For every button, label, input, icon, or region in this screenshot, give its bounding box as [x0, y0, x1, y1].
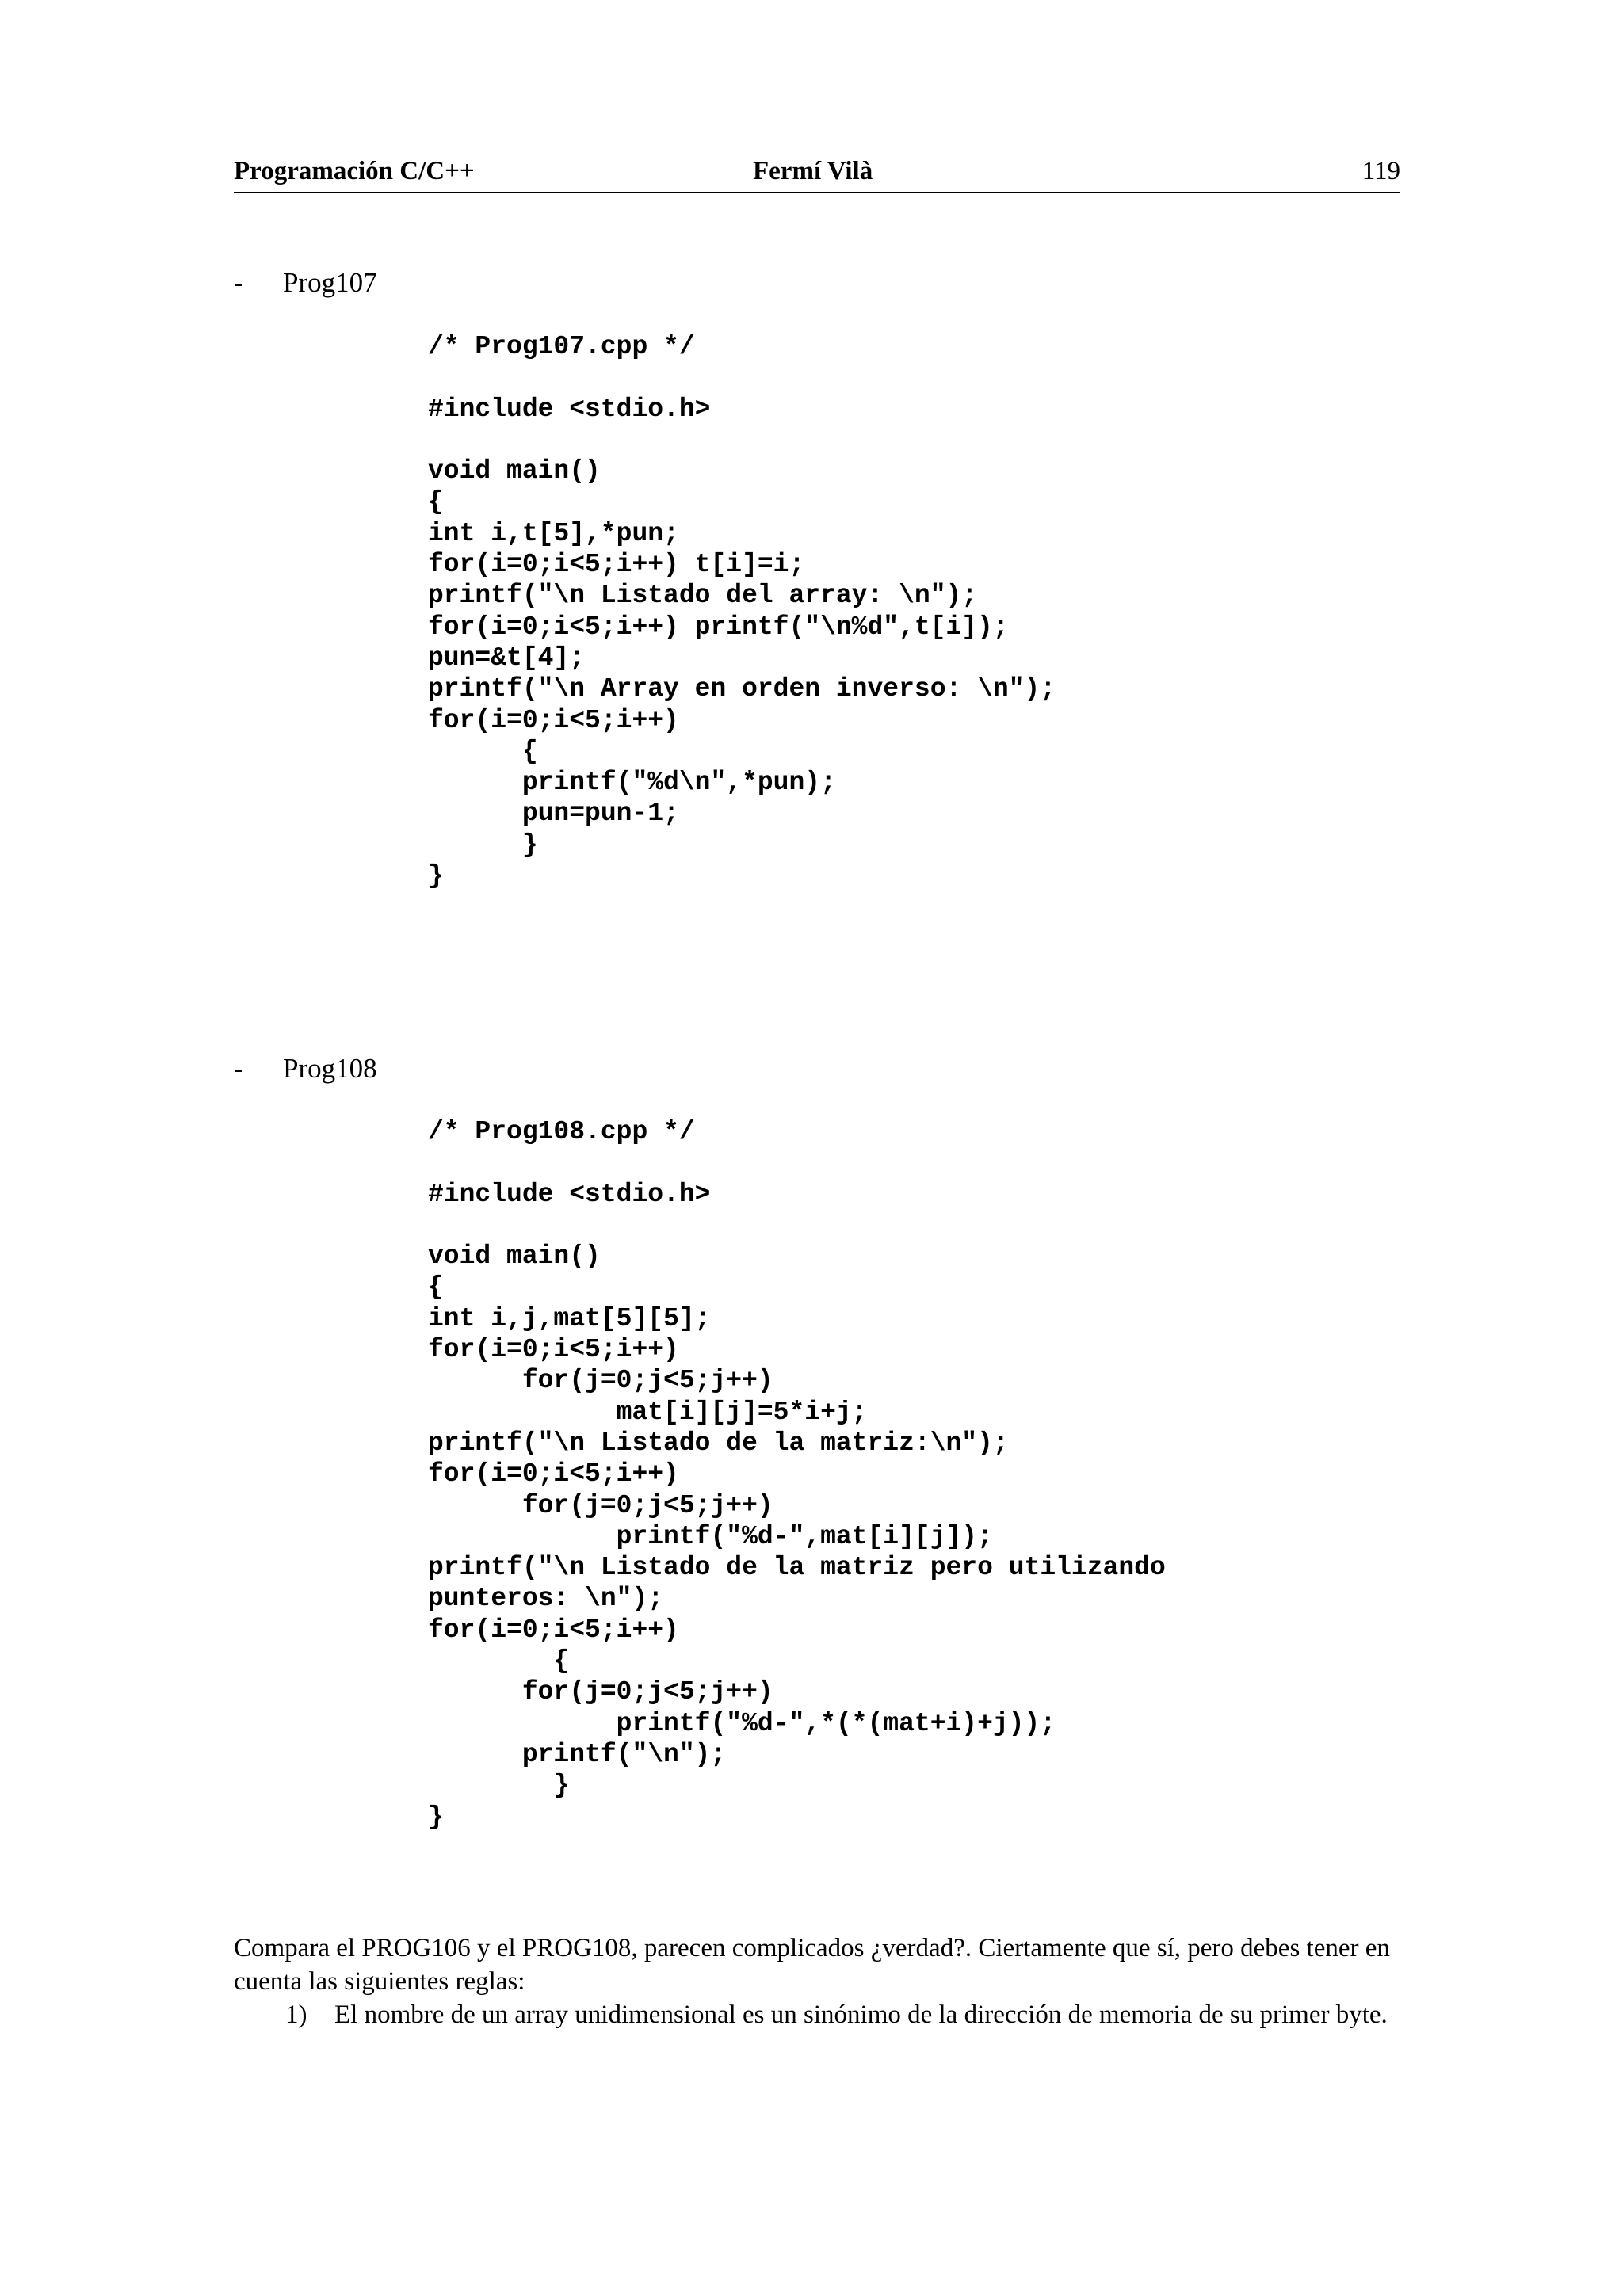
page-header	[234, 155, 1400, 193]
header-page-number: 119	[1361, 157, 1400, 185]
list-item-number: 1)	[285, 2000, 307, 2029]
code-listing-prog108: /* Prog108.cpp */ #include <stdio.h> void main() { int i,j,mat[5][5]; for(i=0;i<5;i++) for(j=0;j<5;j++) mat[i][j]=5*i+j; printf("\n Listado de la matriz:\n"); for(i=0;i<5;i++) for(j=0;j<5;j++) printf("%d-",mat[i][j]); printf("\n Listado de la matriz pero utilizando punteros: \n"); for(i=0;i<5;i++) { for(j=0;j<5;j++) printf("%d-",*(*(mat+i)+j)); printf("\n"); } }	[428, 1117, 1166, 1832]
header-author: Fermí Vilà	[753, 157, 873, 185]
bullet-dash: -	[234, 1053, 243, 1084]
header-book-title: Programación C/C++	[234, 157, 475, 185]
section-label: Prog108	[283, 1053, 377, 1084]
section-label: Prog107	[283, 267, 377, 298]
bullet-dash: -	[234, 267, 243, 298]
body-paragraph: Compara el PROG106 y el PROG108, parecen complicados ¿verdad?. Ciertamente que sí, pero debes tener en cuenta las siguientes reglas:	[234, 1934, 1390, 1996]
code-listing-prog107: /* Prog107.cpp */ #include <stdio.h> void main() { int i,t[5],*pun; for(i=0;i<5;i++) t[i]=i; printf("\n Listado del array: \n"); for(i=0;i<5;i++) printf("\n%d",t[i]); pun=&t[4]; printf("\n Array en orden inverso: \n"); for(i=0;i<5;i++) { printf("%d\n",*pun); pun=pun-1; } }	[428, 332, 1056, 891]
list-item-text: El nombre de un array unidimensional es un sinónimo de la dirección de memoria de su primer byte.	[334, 2000, 1388, 2029]
